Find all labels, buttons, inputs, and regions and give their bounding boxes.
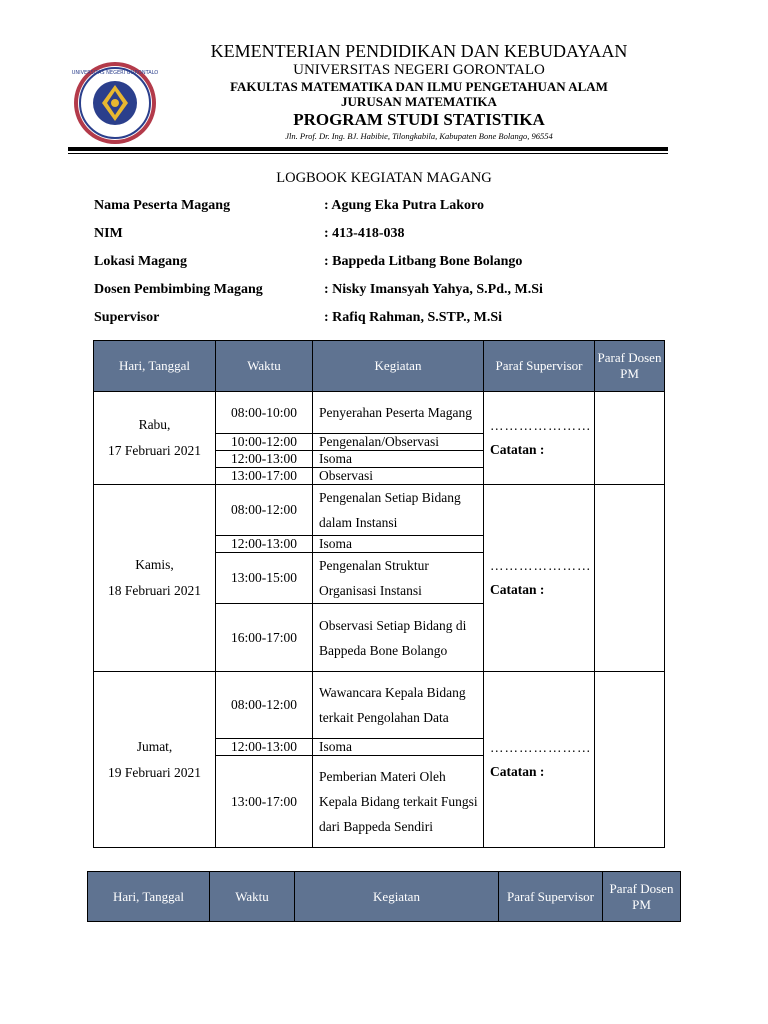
header-date: Hari, Tanggal bbox=[94, 341, 216, 392]
day-cell bbox=[94, 672, 216, 848]
paraf-supervisor-cell bbox=[484, 485, 595, 672]
day-name: Rabu, bbox=[138, 417, 171, 432]
info-label: Lokasi Magang bbox=[94, 254, 187, 269]
info-label: Supervisor bbox=[94, 310, 160, 325]
faculty-name: FAKULTAS MATEMATIKA DAN ILMU PENGETAHUAN ALAM bbox=[230, 79, 608, 94]
info-value: : Rafiq Rahman, S.STP., M.Si bbox=[324, 310, 503, 325]
time-cell: 13:00-17:00 bbox=[216, 756, 313, 848]
activity-cell: Pengenalan Setiap Bidang dalam Instansi bbox=[313, 485, 484, 536]
table-row bbox=[94, 672, 665, 739]
document-title: LOGBOOK KEGIATAN MAGANG bbox=[276, 170, 492, 186]
activity-cell: Observasi Setiap Bidang di Bappeda Bone Bolango bbox=[313, 604, 484, 672]
time-cell: 16:00-17:00 bbox=[216, 604, 313, 672]
activity-cell: Penyerahan Peserta Magang bbox=[313, 392, 484, 434]
logbook-table bbox=[93, 340, 665, 848]
time-cell: 12:00-13:00 bbox=[216, 739, 313, 756]
table-header-row bbox=[94, 341, 665, 392]
day-name: Kamis, bbox=[135, 557, 174, 572]
participant-info bbox=[94, 198, 654, 338]
ministry-name: KEMENTERIAN PENDIDIKAN DAN KEBUDAYAAN bbox=[210, 41, 628, 61]
header-time: Waktu bbox=[210, 872, 295, 922]
header-paraf-supervisor: Paraf Supervisor bbox=[484, 341, 595, 392]
header-time: Waktu bbox=[216, 341, 313, 392]
info-row bbox=[94, 254, 654, 282]
activity-cell: Pengenalan Struktur Organisasi Instansi bbox=[313, 553, 484, 604]
logo-ring-text: UNIVERSITAS NEGERI GORONTALO bbox=[71, 70, 159, 76]
day-date: 17 Februari 2021 bbox=[108, 443, 201, 458]
header-paraf-supervisor: Paraf Supervisor bbox=[499, 872, 603, 922]
table-header-row bbox=[88, 872, 681, 922]
header-activity: Kegiatan bbox=[313, 341, 484, 392]
activity-cell: Pengenalan/Observasi bbox=[313, 434, 484, 451]
day-name: Jumat, bbox=[136, 738, 173, 754]
program-name: PROGRAM STUDI STATISTIKA bbox=[293, 110, 545, 129]
activity-cell: Observasi bbox=[313, 468, 484, 485]
activity-cell: Pemberian Materi Oleh Kepala Bidang terkait Fungsi dari Bappeda Sendiri bbox=[313, 756, 484, 848]
signature-dots: ………………… bbox=[490, 418, 592, 433]
signature-dots: ………………… bbox=[490, 558, 592, 573]
letterhead bbox=[68, 38, 668, 152]
activity-cell: Isoma bbox=[313, 451, 484, 468]
time-cell: 13:00-15:00 bbox=[216, 553, 313, 604]
paraf-dosen-cell bbox=[595, 485, 665, 672]
note-label: Catatan : bbox=[490, 442, 545, 457]
address: Jln. Prof. Dr. Ing. BJ. Habibie, Tilongkabila, Kabupaten Bone Bolango, 96554 bbox=[285, 131, 553, 141]
logbook-table-continued bbox=[87, 871, 681, 922]
note-label: Catatan : bbox=[490, 763, 545, 779]
time-cell: 12:00-13:00 bbox=[216, 451, 313, 468]
time-cell: 08:00-12:00 bbox=[216, 485, 313, 536]
info-value: : Nisky Imansyah Yahya, S.Pd., M.Si bbox=[324, 282, 543, 297]
note-label: Catatan : bbox=[490, 582, 545, 597]
letterhead-rule bbox=[68, 147, 668, 151]
table-row bbox=[94, 392, 665, 434]
department-name: JURUSAN MATEMATIKA bbox=[341, 94, 497, 109]
paraf-dosen-cell bbox=[595, 392, 665, 485]
university-name: UNIVERSITAS NEGERI GORONTALO bbox=[293, 62, 545, 78]
time-cell: 08:00-12:00 bbox=[216, 672, 313, 739]
time-cell: 13:00-17:00 bbox=[216, 468, 313, 485]
info-value: : Bappeda Litbang Bone Bolango bbox=[324, 254, 523, 269]
header-paraf-dosen: Paraf Dosen PM bbox=[595, 341, 665, 392]
info-value: : 413-418-038 bbox=[324, 226, 405, 241]
activity-cell: Isoma bbox=[313, 536, 484, 553]
day-cell bbox=[94, 392, 216, 485]
time-cell: 10:00-12:00 bbox=[216, 434, 313, 451]
letterhead-rule-thin bbox=[68, 153, 668, 154]
activity-cell: Wawancara Kepala Bidang terkait Pengolahan Data bbox=[313, 672, 484, 739]
info-label: Nama Peserta Magang bbox=[94, 198, 231, 213]
time-cell: 08:00-10:00 bbox=[216, 392, 313, 434]
activity-cell: Isoma bbox=[313, 739, 484, 756]
header-date: Hari, Tanggal bbox=[88, 872, 210, 922]
day-date: 19 Februari 2021 bbox=[108, 764, 201, 780]
time-cell: 12:00-13:00 bbox=[216, 536, 313, 553]
info-row bbox=[94, 226, 654, 254]
signature-dots: ………………… bbox=[490, 739, 592, 755]
info-label: NIM bbox=[94, 226, 123, 241]
table-row bbox=[94, 485, 665, 536]
paraf-dosen-cell bbox=[595, 672, 665, 848]
day-cell bbox=[94, 485, 216, 672]
info-row bbox=[94, 282, 654, 310]
day-date: 18 Februari 2021 bbox=[108, 583, 201, 598]
info-row bbox=[94, 198, 654, 226]
paraf-supervisor-cell bbox=[484, 672, 595, 848]
info-label: Dosen Pembimbing Magang bbox=[94, 282, 263, 297]
paraf-supervisor-cell bbox=[484, 392, 595, 485]
header-paraf-dosen: Paraf Dosen PM bbox=[603, 872, 681, 922]
university-logo bbox=[70, 60, 160, 146]
header-activity: Kegiatan bbox=[295, 872, 499, 922]
info-value: : Agung Eka Putra Lakoro bbox=[324, 198, 484, 213]
info-row bbox=[94, 310, 654, 338]
